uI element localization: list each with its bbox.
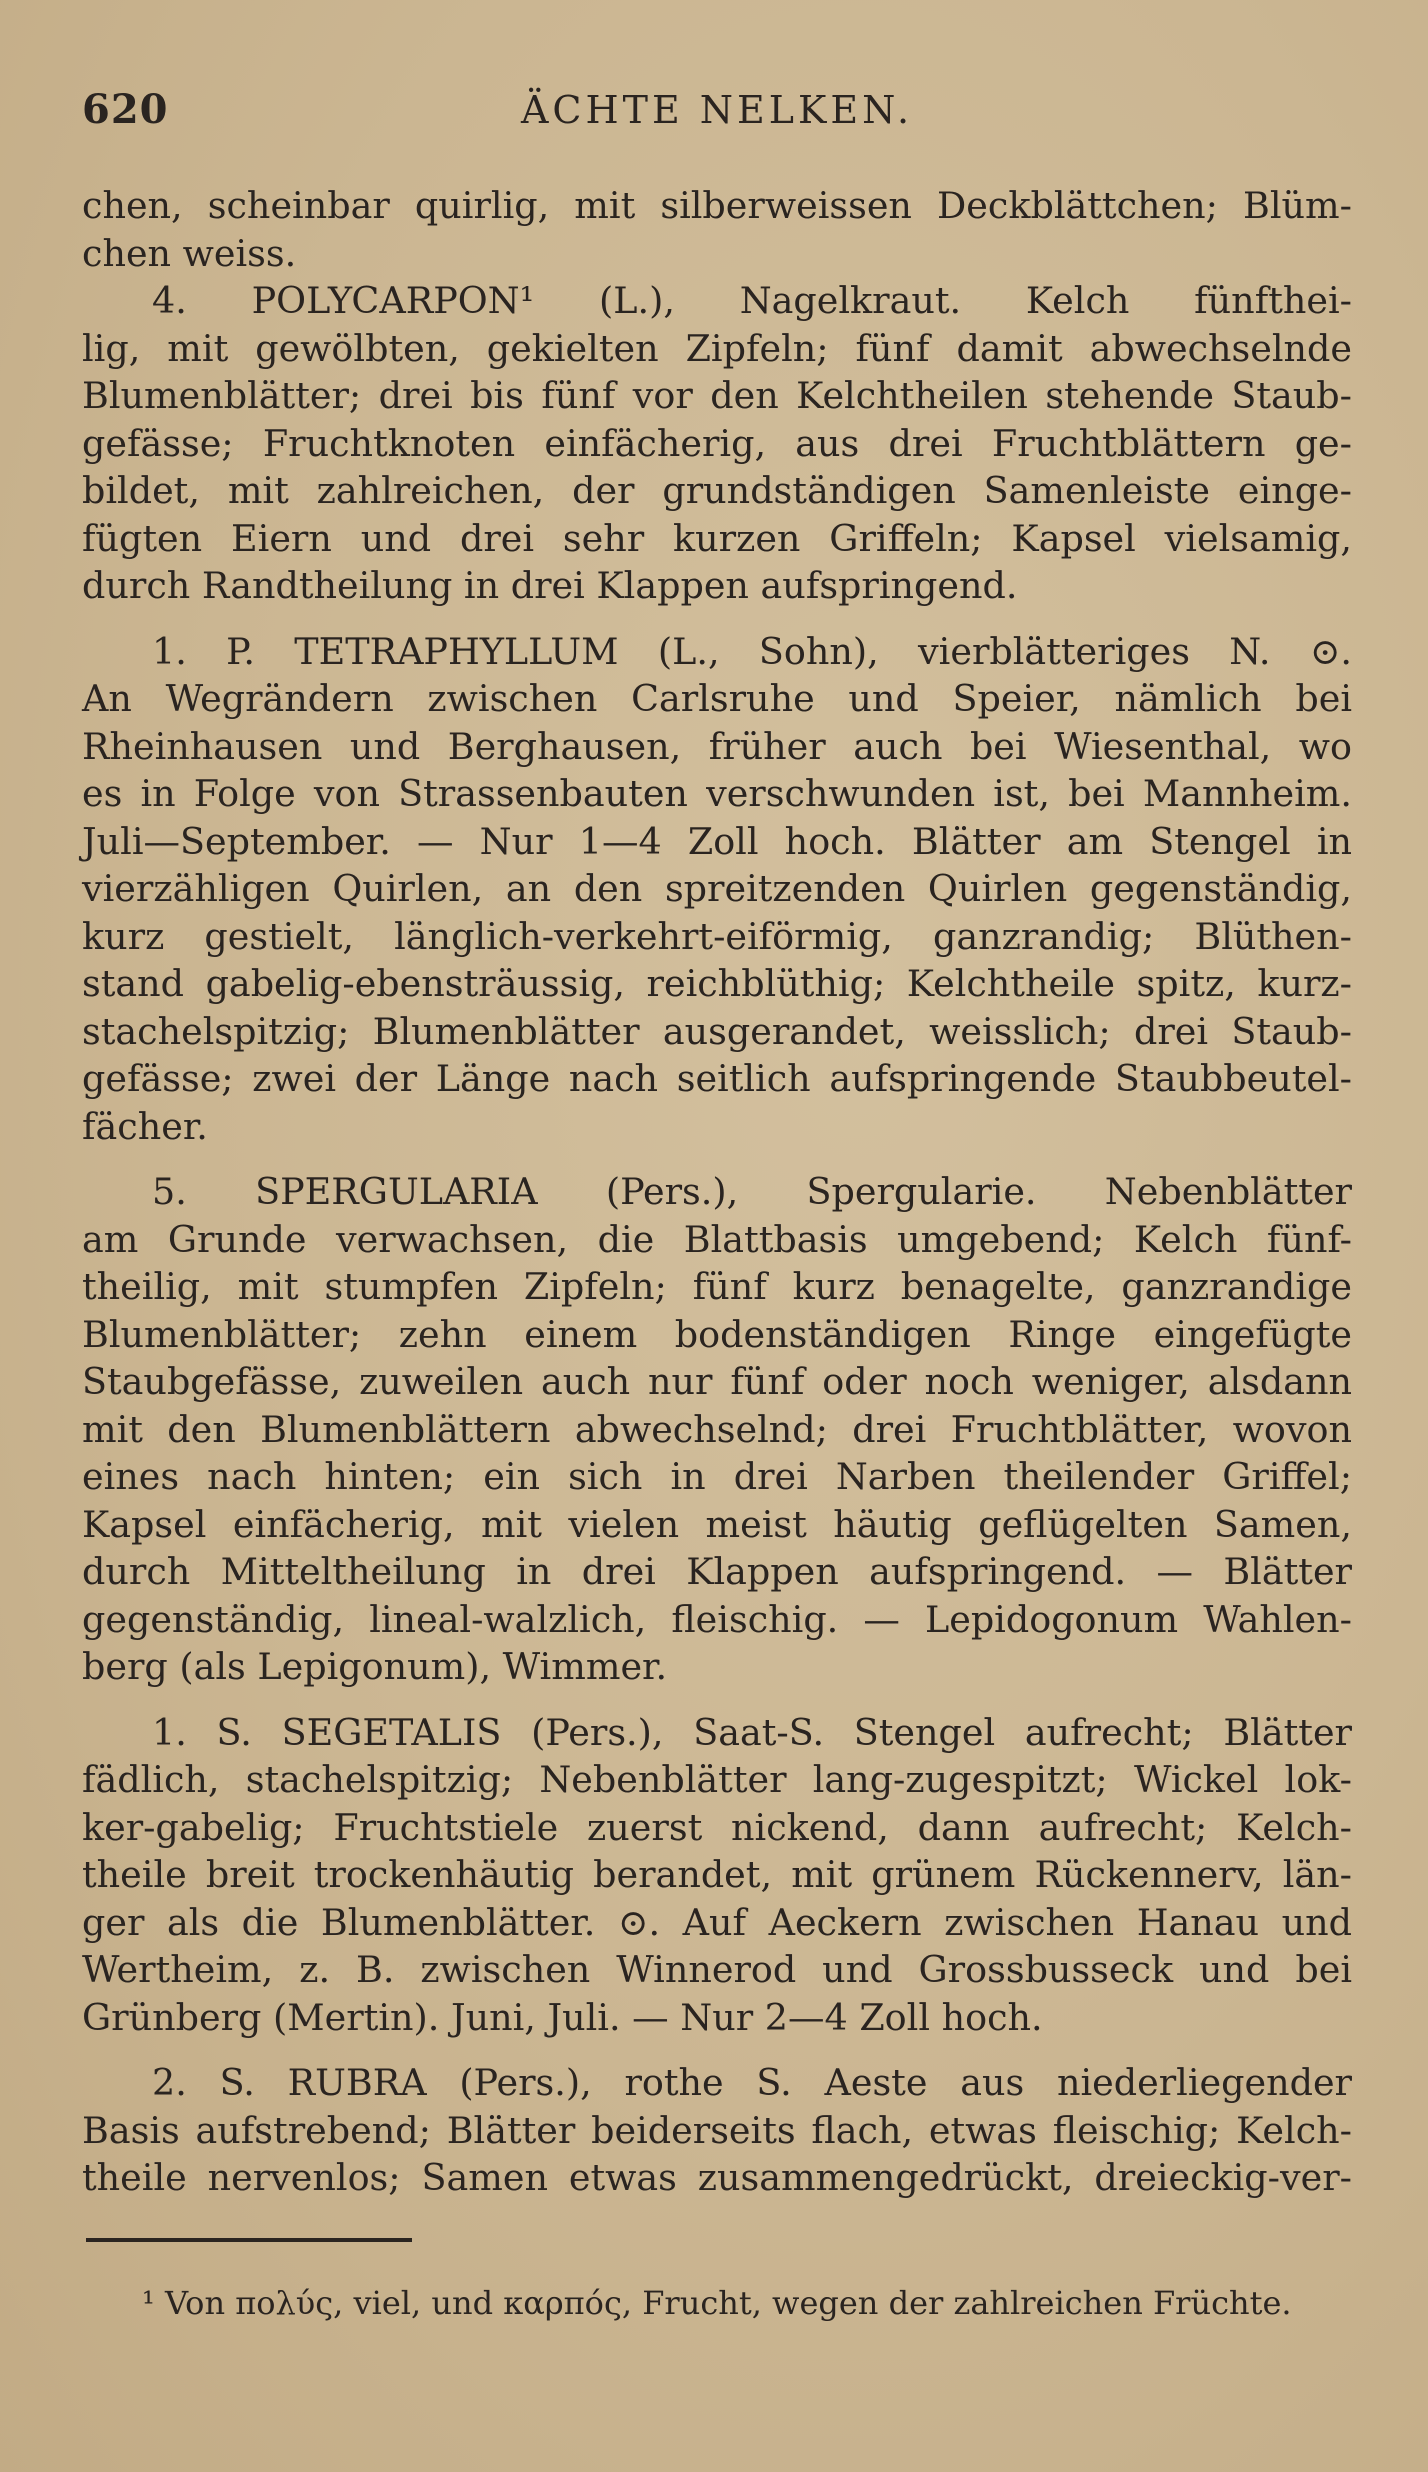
species-heading-line: 1. P. TETRAPHYLLUM (L., Sohn), vierblätteriges N. ⊙. bbox=[152, 629, 1352, 673]
text-line: Staubgefässe, zuweilen auch nur fünf oder noch weniger, alsdann bbox=[82, 1360, 1352, 1403]
page-number: 620 bbox=[82, 86, 169, 133]
text-line: theile nervenlos; Samen etwas zusammengedrückt, dreieckig-ver- bbox=[82, 2156, 1352, 2199]
text-line: ker-gabelig; Fruchtstiele zuerst nickend, dann aufrecht; Kelch- bbox=[82, 1805, 1352, 1849]
species-heading-line: 1. S. SEGETALIS (Pers.), Saat-S. Stengel aufrecht; Blätter bbox=[152, 1710, 1352, 1754]
text-line: gefässe; zwei der Länge nach seitlich aufspringende Staubbeutel- bbox=[82, 1057, 1352, 1100]
text-line: vierzähligen Quirlen, an den spreitzenden Quirlen gegenständig, bbox=[82, 867, 1352, 910]
text-line: am Grunde verwachsen, die Blattbasis umgebend; Kelch fünf- bbox=[82, 1217, 1352, 1261]
text-line: fädlich, stachelspitzig; Nebenblätter lang-zugespitzt; Wickel lok- bbox=[82, 1758, 1352, 1801]
text-line: theilig, mit stumpfen Zipfeln; fünf kurz benagelte, ganzrandige bbox=[82, 1265, 1352, 1308]
text-line: An Wegrändern zwischen Carlsruhe und Speier, nämlich bei bbox=[82, 677, 1352, 720]
text-line: theile breit trockenhäutig berandet, mit grünem Rückennerv, län- bbox=[82, 1853, 1352, 1896]
text-line: gegenständig, lineal-walzlich, fleischig. — Lepidogonum Wahlen- bbox=[82, 1597, 1352, 1641]
text-line: eines nach hinten; ein sich in drei Narben theilender Griffel; bbox=[82, 1455, 1352, 1498]
text-line: bildet, mit zahlreichen, der grundständigen Samenleiste einge- bbox=[82, 469, 1352, 512]
text-line: kurz gestielt, länglich-verkehrt-eiförmig, ganzrandig; Blüthen- bbox=[82, 914, 1352, 958]
text-line: Basis aufstrebend; Blätter beiderseits flach, etwas fleischig; Kelch- bbox=[82, 2108, 1352, 2152]
text-line: es in Folge von Strassenbauten verschwunden ist, bei Mannheim. bbox=[82, 772, 1352, 815]
text-line: chen, scheinbar quirlig, mit silberweissen Deckblättchen; Blüm- bbox=[82, 184, 1352, 227]
text-line: Wertheim, z. B. zwischen Winnerod und Grossbusseck und bei bbox=[82, 1948, 1352, 1991]
genus-heading-line: 4. POLYCARPON¹ (L.), Nagelkraut. Kelch fünfthei- bbox=[152, 279, 1352, 322]
footnote-rule bbox=[86, 2238, 412, 2242]
text-line: chen weiss. bbox=[82, 231, 297, 275]
text-line: Juli—September. — Nur 1—4 Zoll hoch. Blätter am Stengel in bbox=[82, 819, 1352, 863]
genus-heading-line: 5. SPERGULARIA (Pers.), Spergularie. Nebenblätter bbox=[152, 1170, 1352, 1213]
running-head: ÄCHTE NELKEN. bbox=[520, 88, 914, 132]
species-heading-line: 2. S. RUBRA (Pers.), rothe S. Aeste aus niederliegender bbox=[152, 2061, 1352, 2104]
text-line: fächer. bbox=[82, 1104, 208, 1148]
text-line: lig, mit gewölbten, gekielten Zipfeln; fünf damit abwechselnde bbox=[82, 326, 1352, 370]
text-line: Rheinhausen und Berghausen, früher auch bei Wiesenthal, wo bbox=[82, 724, 1352, 768]
text-line: fügten Eiern und drei sehr kurzen Griffeln; Kapsel vielsamig, bbox=[82, 516, 1352, 560]
body-text bbox=[82, 182, 1352, 2202]
footnote: ¹ Von πολύς, viel, und καρπός, Frucht, wegen der zahlreichen Früchte. bbox=[142, 2284, 1292, 2322]
text-line: Kapsel einfächerig, mit vielen meist häutig geflügelten Samen, bbox=[82, 1502, 1352, 1546]
text-line: Blumenblätter; drei bis fünf vor den Kelchtheilen stehende Staub- bbox=[82, 374, 1352, 417]
text-line: stand gabelig-ebensträussig, reichblüthig; Kelchtheile spitz, kurz- bbox=[82, 962, 1352, 1005]
text-line: durch Randtheilung in drei Klappen aufspringend. bbox=[82, 564, 1018, 607]
text-line: Grünberg (Mertin). Juni, Juli. — Nur 2—4 Zoll hoch. bbox=[82, 1995, 1043, 2039]
text-line: durch Mitteltheilung in drei Klappen aufspringend. — Blätter bbox=[82, 1550, 1352, 1593]
text-line: Blumenblätter; zehn einem bodenständigen Ringe eingefügte bbox=[82, 1312, 1352, 1356]
text-line: mit den Blumenblättern abwechselnd; drei Fruchtblätter, wovon bbox=[82, 1407, 1352, 1451]
text-line: berg (als Lepigonum), Wimmer. bbox=[82, 1645, 668, 1688]
page-header bbox=[82, 86, 1352, 146]
text-line: gefässe; Fruchtknoten einfächerig, aus drei Fruchtblättern ge- bbox=[82, 421, 1352, 465]
text-line: stachelspitzig; Blumenblätter ausgerandet, weisslich; drei Staub- bbox=[82, 1009, 1352, 1053]
text-line: ger als die Blumenblätter. ⊙. Auf Aeckern zwischen Hanau und bbox=[82, 1900, 1352, 1944]
